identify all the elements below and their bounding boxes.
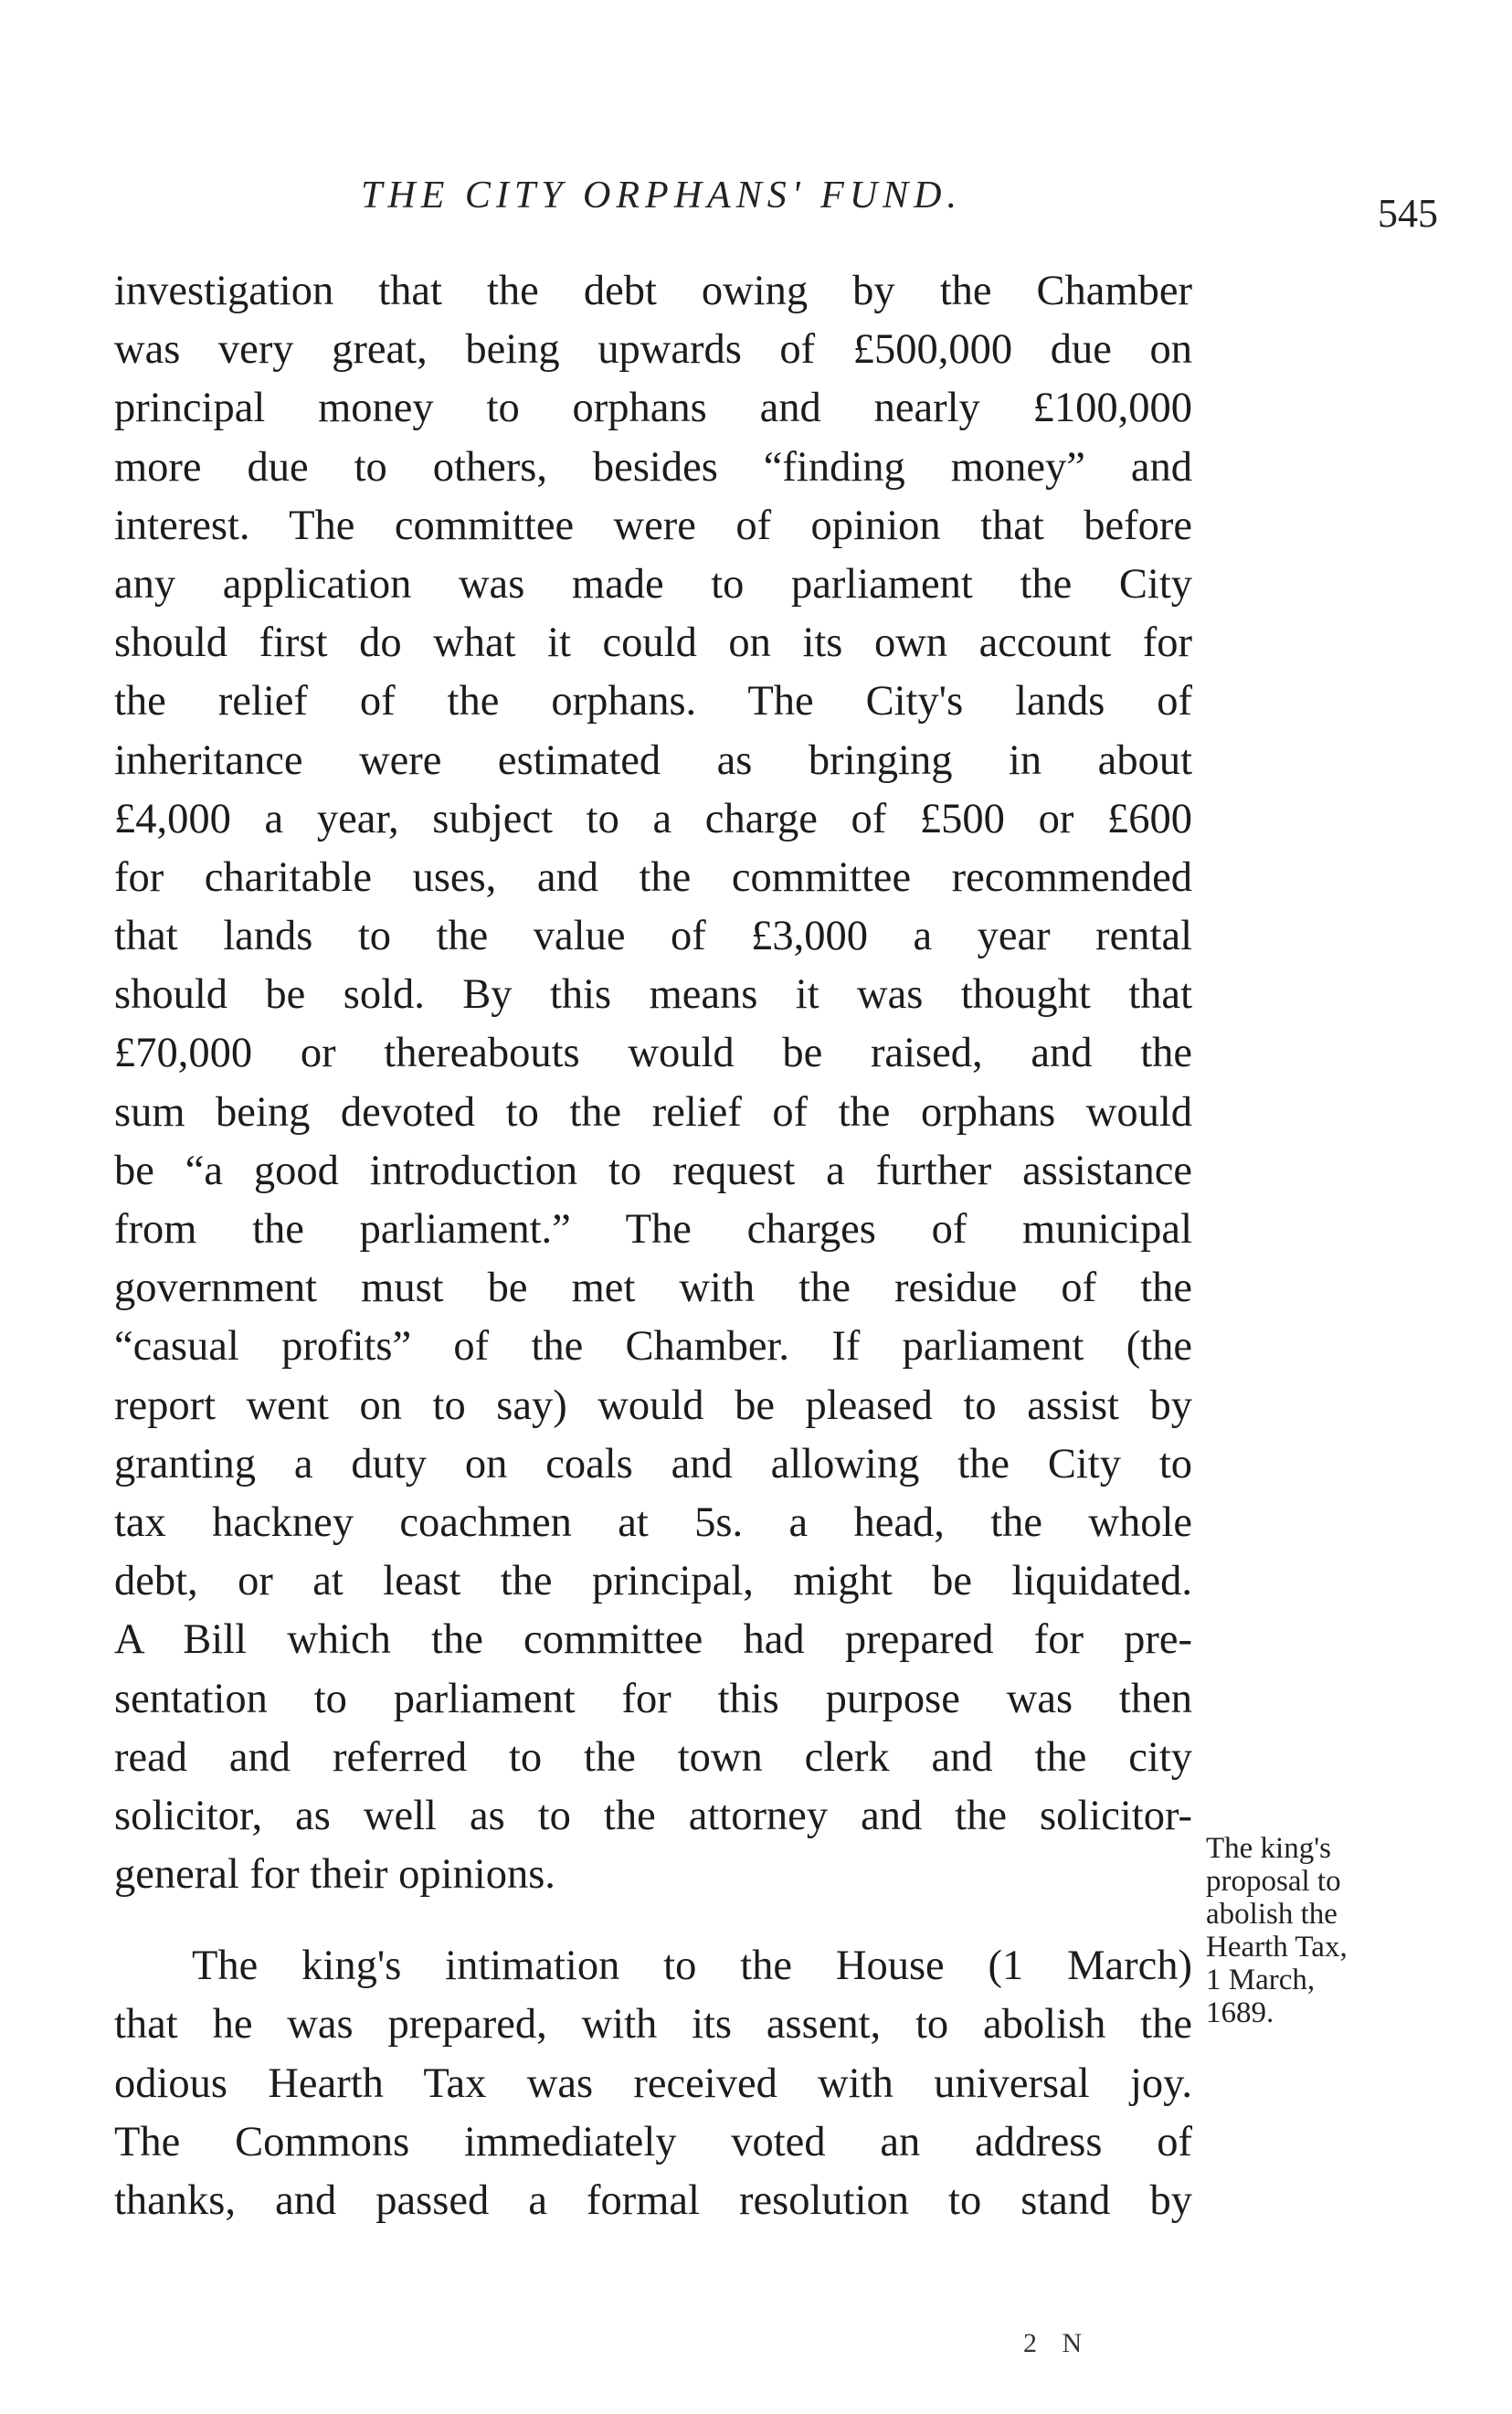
text-line: was very great, being upwards of £500,000 due on bbox=[114, 326, 1192, 374]
margin-note-line: The king's bbox=[1206, 1832, 1332, 1865]
text-line: the relief of the orphans. The City's lands of bbox=[114, 678, 1192, 725]
text-line: “casual profits” of the Chamber. If parliament (the bbox=[114, 1323, 1192, 1371]
text-line: that lands to the value of £3,000 a year rental bbox=[114, 913, 1192, 960]
paragraph-1 bbox=[114, 262, 1192, 1904]
text-line: report went on to say) would be pleased to assist by bbox=[114, 1382, 1192, 1429]
text-line: should first do what it could on its own account for bbox=[114, 619, 1192, 667]
margin-note-line: 1 March, bbox=[1206, 1964, 1316, 1996]
text-line: tax hackney coachmen at 5s. a head, the whole bbox=[114, 1498, 1192, 1546]
text-line: investigation that the debt owing by the Chamber bbox=[114, 268, 1192, 314]
paragraph-2 bbox=[114, 1937, 1192, 2230]
text-line: that he was prepared, with its assent, to abolish the bbox=[114, 2001, 1192, 2049]
text-line: be “a good introduction to request a further assistance bbox=[114, 1147, 1192, 1194]
running-title: THE CITY ORPHANS' FUND. bbox=[361, 175, 963, 217]
margin-note-line: Hearth Tax, bbox=[1206, 1931, 1348, 1964]
text-line: government must be met with the residue of the bbox=[114, 1265, 1192, 1312]
text-line: principal money to orphans and nearly £100,000 bbox=[114, 385, 1192, 432]
text-line: sentation to parliament for this purpose was then bbox=[114, 1675, 1192, 1722]
text-line: inheritance were estimated as bringing in about bbox=[114, 736, 1192, 784]
text-line: £4,000 a year, subject to a charge of £500 or £600 bbox=[114, 795, 1192, 842]
margin-note-line: 1689. bbox=[1206, 1996, 1274, 2029]
margin-note-line: abolish the bbox=[1206, 1898, 1338, 1931]
text-line: sum being devoted to the relief of the orphans would bbox=[114, 1088, 1192, 1136]
signature-mark: 2 N bbox=[1023, 2328, 1092, 2358]
text-line: more due to others, besides “finding money” and bbox=[114, 443, 1192, 491]
text-line: thanks, and passed a formal resolution to stand by bbox=[114, 2177, 1192, 2224]
text-line: solicitor, as well as to the attorney and the solicitor- bbox=[114, 1792, 1192, 1839]
body-text bbox=[114, 262, 1192, 2230]
text-line: for charitable uses, and the committee recommended bbox=[114, 853, 1192, 901]
paragraph-spacer bbox=[114, 1904, 1192, 1937]
text-line: granting a duty on coals and allowing the City to bbox=[114, 1440, 1192, 1488]
margin-note-line: proposal to bbox=[1206, 1865, 1341, 1898]
text-line: from the parliament.” The charges of municipal bbox=[114, 1206, 1192, 1253]
text-line: interest. The committee were of opinion that before bbox=[114, 502, 1192, 549]
text-line: £70,000 or thereabouts would be raised, and the bbox=[114, 1030, 1192, 1077]
page-number: 545 bbox=[1378, 191, 1438, 236]
text-line: debt, or at least the principal, might be liquidated. bbox=[114, 1558, 1192, 1605]
text-line: The Commons immediately voted an address of bbox=[114, 2118, 1192, 2165]
text-line: read and referred to the town clerk and the city bbox=[114, 1733, 1192, 1781]
text-line: any application was made to parliament the City bbox=[114, 560, 1192, 608]
margin-note bbox=[1206, 1832, 1380, 2029]
text-line: should be sold. By this means it was thought that bbox=[114, 971, 1192, 1019]
text-line: odious Hearth Tax was received with universal joy. bbox=[114, 2059, 1192, 2107]
text-line: The king's intimation to the House (1 March) bbox=[192, 1943, 1192, 1990]
text-line: general for their opinions. bbox=[114, 1851, 555, 1899]
text-line: A Bill which the committee had prepared for pre- bbox=[114, 1616, 1192, 1664]
